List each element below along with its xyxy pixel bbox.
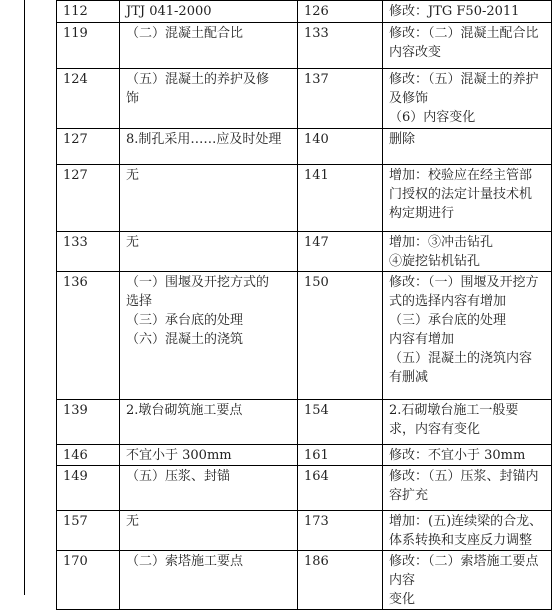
table-row: [57, 1, 552, 23]
old-page-cell: 112: [57, 1, 120, 23]
new-content-cell: 修改：（一）围堰及开挖方 式的选择内容有增加 （三）承台底的处理 内容有增加 （五）混凝土的浇筑内容 有删减: [383, 272, 552, 400]
old-page-cell: 146: [57, 445, 120, 466]
table-row: [57, 272, 552, 400]
table-row: [57, 445, 552, 466]
old-content-cell: 无: [120, 165, 298, 232]
table-row: [57, 232, 552, 272]
old-page-cell: 170: [57, 551, 120, 610]
old-content-cell: （五）压浆、封锚: [120, 466, 298, 511]
new-content-cell: 修改：不宜小于 30mm: [383, 445, 552, 466]
old-content-cell: （一）围堰及开挖方式的 选择 （三）承台底的处理 （六）混凝土的浇筑: [120, 272, 298, 400]
old-content-cell: （二）索塔施工要点: [120, 551, 298, 610]
new-page-cell: 161: [298, 445, 383, 466]
revision-table: [56, 0, 552, 610]
old-content-cell: 不宜小于 300mm: [120, 445, 298, 466]
new-content-cell: 修改：（五）混凝土的养护 及修饰 （6）内容变化: [383, 69, 552, 129]
table-row: [57, 69, 552, 129]
old-page-cell: 149: [57, 466, 120, 511]
new-content-cell: 修改：（五）压浆、封锚内 容扩充: [383, 466, 552, 511]
new-content-cell: 修改：JTG F50-2011: [383, 1, 552, 23]
new-page-cell: 141: [298, 165, 383, 232]
old-content-cell: 8.制孔采用……应及时处理: [120, 129, 298, 165]
new-content-cell: 修改：（二）索塔施工要点内容 变化: [383, 551, 552, 610]
new-content-cell: 2.石砌墩台施工一般要 求，内容有变化: [383, 400, 552, 445]
old-page-cell: 124: [57, 69, 120, 129]
left-margin-column: [0, 0, 25, 595]
new-content-cell: 修改：（二）混凝土配合比 内容改变: [383, 23, 552, 69]
table-row: [57, 511, 552, 551]
new-page-cell: 126: [298, 1, 383, 23]
new-page-cell: 137: [298, 69, 383, 129]
old-page-cell: 136: [57, 272, 120, 400]
new-content-cell: 增加：③冲击钻孔 ④旋挖钻机钻孔: [383, 232, 552, 272]
old-page-cell: 127: [57, 129, 120, 165]
old-content-cell: 无: [120, 511, 298, 551]
new-page-cell: 186: [298, 551, 383, 610]
old-page-cell: 133: [57, 232, 120, 272]
table-row: [57, 165, 552, 232]
old-page-cell: 139: [57, 400, 120, 445]
old-page-cell: 119: [57, 23, 120, 69]
old-content-cell: JTJ 041-2000: [120, 1, 298, 23]
old-content-cell: （五）混凝土的养护及修 饰: [120, 69, 298, 129]
new-page-cell: 140: [298, 129, 383, 165]
old-page-cell: 127: [57, 165, 120, 232]
new-page-cell: 173: [298, 511, 383, 551]
new-page-cell: 150: [298, 272, 383, 400]
new-page-cell: 164: [298, 466, 383, 511]
table-row: [57, 23, 552, 69]
new-content-cell: 删除: [383, 129, 552, 165]
new-content-cell: 增加：(五)连续梁的合龙、 体系转换和支座反力调整: [383, 511, 552, 551]
old-content-cell: 无: [120, 232, 298, 272]
table-row: [57, 400, 552, 445]
old-content-cell: 2.墩台砌筑施工要点: [120, 400, 298, 445]
table-row: [57, 551, 552, 610]
table-row: [57, 466, 552, 511]
table-row: [57, 129, 552, 165]
new-page-cell: 133: [298, 23, 383, 69]
new-page-cell: 147: [298, 232, 383, 272]
old-page-cell: 157: [57, 511, 120, 551]
old-content-cell: （二）混凝土配合比: [120, 23, 298, 69]
new-content-cell: 增加：校验应在经主管部 门授权的法定计量技术机 构定期进行: [383, 165, 552, 232]
revision-table-body: [57, 1, 552, 610]
new-page-cell: 154: [298, 400, 383, 445]
left-merged-column: [24, 0, 57, 595]
